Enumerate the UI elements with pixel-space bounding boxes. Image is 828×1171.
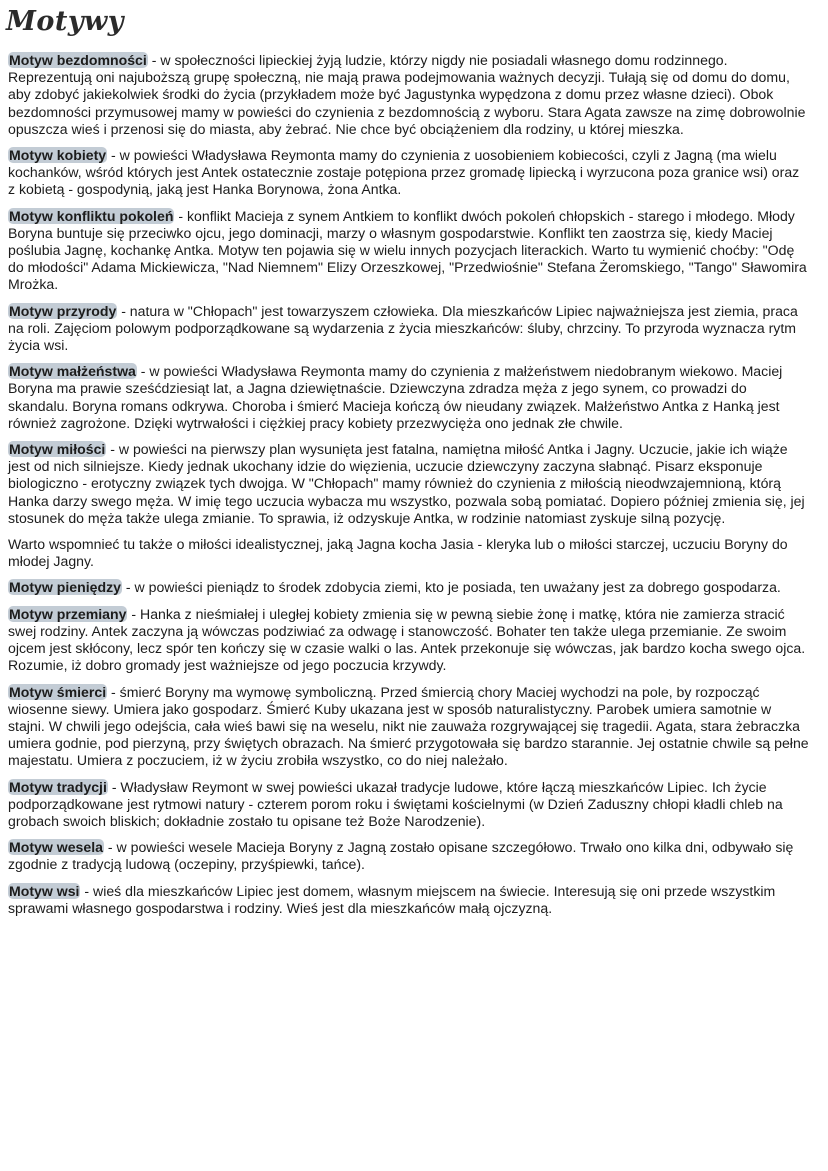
motif-text: - w powieści Władysława Reymonta mamy do czynienia z uosobieniem kobiecości, czyli z Jagną (ma wielu kochanków, wśród których jest Antek ostatecznie zostaje potępiona przez gromadę lipiecką i wyrzucona poza granice wsi) oraz z kobietą - gospodynią, jaką jest Hanka Borynowa, żona Antka.: [8, 147, 800, 198]
motif-paragraph: [8, 839, 810, 873]
motif-paragraph: [8, 441, 810, 527]
motif-text: - wieś dla mieszkańców Lipiec jest domem, własnym miejscem na świecie. Interesują się oni przede wszystkim sprawami własnego gospodarstwa i rodziny. Wieś jest dla mieszkańców małą ojczyzną.: [8, 882, 776, 916]
motif-paragraph: [8, 147, 810, 199]
motif-paragraph: [8, 52, 810, 138]
motif-heading: Motyw konfliktu pokoleń: [9, 207, 174, 224]
motif-paragraph: [8, 606, 810, 675]
motif-paragraph: [8, 363, 810, 432]
motif-text: - w społeczności lipieckiej żyją ludzie, którzy nigdy nie posiadali własnego domu rodzinnego. Reprezentują oni najuboższą grupę społeczną, nie mają prawa podejmowania ważnych decyzji. Tułają się od domu do domu, aby zdobyć jakiekolwiek środki do życia (przykładem może być Jagustynka wypędzona z domu przez własne dzieci). Obok bezdomności przymusowej mamy w powieści do czynienia z bezdomnością z wyboru. Stara Agata zawsze na zimę dobrowolnie opuszcza wieś i przenosi się do miasta, aby żebrać. Nie chce być obciążeniem dla rodziny, u której mieszka.: [8, 52, 806, 137]
motif-heading: Motyw przemiany: [9, 605, 127, 622]
motif-heading: Motyw wesela: [9, 839, 103, 856]
motif-heading: Motyw śmierci: [9, 683, 107, 700]
motif-text: - natura w "Chłopach" jest towarzyszem człowieka. Dla mieszkańców Lipiec najważniejsza jest ziemia, praca na roli. Zajęciom polowym podporządkowane są wydarzenia z życia mieszkańców: śluby, chrzciny. To przyroda wyznacza rytm życia wsi.: [8, 302, 798, 354]
motif-text: Warto wspomnieć tu także o miłości idealistycznej, jaką Jagna kocha Jasia - kleryka lub o miłości starczej, uczuciu Boryny do młodej Jagny.: [8, 536, 788, 570]
motif-paragraph-continuation: [8, 536, 810, 570]
motif-heading: Motyw bezdomności: [9, 52, 147, 68]
motif-heading: Motyw pieniędzy: [9, 579, 121, 596]
motif-paragraph: [8, 684, 810, 770]
motif-paragraph: [8, 779, 810, 831]
motif-heading: Motyw tradycji: [9, 778, 107, 795]
motif-paragraph: [8, 303, 810, 355]
motif-heading: Motyw miłości: [9, 441, 106, 458]
motif-text: - śmierć Boryny ma wymowę symboliczną. Przed śmiercią chory Maciej wychodzi na pole, by rozpocząć wiosenne siewy. Umiera jako gospodarz. Śmierć Kuby ukazana jest w sposób naturalistyczny. Parobek umiera samotnie w stajni. W chwili jego odejścia, cała wieś bawi się na weselu, nikt nie zauważa rozgrywającej się tragedii. Agata, stara żebraczka umiera godnie, pod pierzyną, przy świętych obrazach. Na śmierć przygotowała się bardzo starannie. Jej ostatnie chwile są pełne majestatu. Umiera z poczuciem, iż w życiu zrobiła wszystko, co do niej należało.: [8, 683, 809, 769]
motif-paragraph: [8, 883, 810, 917]
motif-paragraph: [8, 208, 810, 294]
motif-text: - konflikt Macieja z synem Antkiem to konflikt dwóch pokoleń chłopskich - starego i młodego. Młody Boryna buntuje się przeciwko ojcu, jego dominacji, marzy o własnym gospodarstwie. Konflikt ten zaostrza się, kiedy Maciej poślubia Jagnę, kochankę Antka. Motyw ten pojawia się w wielu innych pozycjach literackich. Warto tu wymienić choćby: "Odę do młodości" Adama Mickiewicza, "Nad Niemnem" Elizy Orzeszkowej, "Przedwiośnie" Stefana Żeromskiego, "Tango" Sławomira Mrożka.: [8, 207, 807, 293]
motif-text: - w powieści Władysława Reymonta mamy do czynienia z małżeństwem niedobranym wiekowo. Maciej Boryna ma prawie sześćdziesiąt lat, a Jagna dziewiętnaście. Dziewczyna zdradza męża z jego synem, co prowadzi do skandalu. Boryna romans odkrywa. Choroba i śmierć Macieja kończą ów nieudany związek. Małżeństwo Antka z Hanką jest również zagrożone. Dzięki wytrwałości i ciężkiej pracy kobiety przezwycięża ono jednak złe chwile.: [8, 363, 783, 431]
motif-heading: Motyw przyrody: [9, 302, 117, 319]
motif-paragraph: [8, 579, 810, 596]
motif-heading: Motyw małżeństwa: [9, 363, 136, 380]
motifs-list: [8, 52, 810, 926]
motif-text: - w powieści pieniądz to środek zdobycia ziemi, kto je posiada, ten uważany jest za dobrego gospodarza.: [125, 579, 781, 596]
motif-text: - Władysław Reymont w swej powieści ukazał tradycje ludowe, które łączą mieszkańców Lipiec. Ich życie podporządkowane jest rytmowi natury - czterem porom roku i świętami kościelnymi (w Dzień Zaduszny chłopi kładli chleb na grobach swoich bliskich; dokładnie zostało tu opisane też Boże Narodzenie).: [8, 778, 783, 829]
motif-text: - Hanka z nieśmiałej i uległej kobiety zmienia się w pewną siebie żonę i matkę, która nie zamierza stracić swej rodziny. Antek zaczyna ją wówczas podziwiać za odwagę i stanowczość. Bohater ten także ulega przemianie. Ze swoim ojcem jest skłócony, lecz spór ten kończy się w czasie walki o las. Antek przekonuje się wówczas, jak bardzo kocha swego ojca. Rozumie, iż dobro gromady jest ważniejsze od jego poczucia krzywdy.: [8, 605, 806, 674]
motif-heading: Motyw wsi: [9, 882, 80, 899]
motif-text: - w powieści na pierwszy plan wysunięta jest fatalna, namiętna miłość Antka i Jagny. Uczucie, jakie ich wiąże jest od nich silniejsze. Kiedy jednak ukochany idzie do więzienia, uczucie dziewczyny zaczyna słabnąć. Pisarz eksponuje biologiczno - erotyczny związek tych dwojga. W "Chłopach" mamy również do czynienia z miłością nieodwzajemnioną, którą Hanka darzy swego męża. W imię tego uczucia wybacza mu wszystko, pozwala sobą pomiatać. Dopiero później zmienia się, jej stosunek do męża także ulega zmianie. To sprawia, iż odzyskuje Antka, w rodzinie natomiast zyskuje silną pozycję.: [8, 441, 805, 526]
motif-text: - w powieści wesele Macieja Boryny z Jagną zostało opisane szczegółowo. Trwało ono kilka dni, odbywało się zgodnie z tradycją ludową (oczepiny, przyśpiewki, tańce).: [8, 839, 794, 873]
page-title: Motywy: [6, 6, 124, 37]
motif-heading: Motyw kobiety: [9, 147, 107, 164]
